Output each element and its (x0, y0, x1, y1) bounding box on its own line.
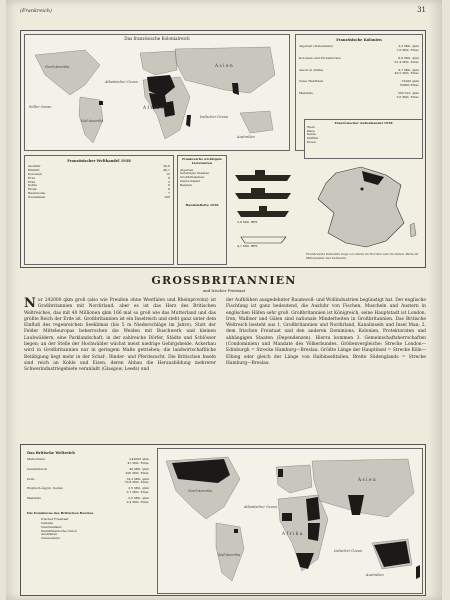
row-population: 47 Mill. Einw. (127, 461, 149, 466)
map-label-north-america: Nord-Amerika (45, 65, 70, 69)
colony-egypt-sudan (306, 497, 320, 521)
row-values (126, 468, 150, 476)
table-row (27, 468, 149, 476)
row-values (395, 69, 419, 77)
row-population: 40,5 Mill. Einw. (394, 71, 419, 76)
row-value: 30,6 (163, 164, 170, 169)
row-name: Kolonien und Protektorate (299, 56, 341, 60)
table-row (299, 92, 419, 100)
row-values (395, 57, 419, 65)
row-values (126, 487, 149, 495)
north-america-shape (35, 50, 100, 95)
list-item: Neufundland (41, 524, 62, 529)
list-item: Parfüm (307, 136, 319, 141)
list-item: Australien (41, 532, 58, 537)
ship-icon (235, 175, 291, 181)
row-name: Gesamtreich (27, 467, 47, 471)
row-name: Mandate (27, 495, 41, 500)
row-area: 2,5 Mill. qkm (128, 486, 149, 491)
asia-shape (312, 459, 414, 517)
british-stats-box (24, 448, 152, 594)
colony-guiana (99, 101, 103, 105)
row-population: 495 Mill. Einw. (125, 470, 149, 475)
ship-icon (237, 211, 289, 217)
row-values (396, 45, 419, 53)
row-name: Mandate (299, 90, 313, 95)
article-title: GROSSBRITANNIEN (151, 274, 297, 287)
row-area: 9,7 Mill. qkm (398, 67, 419, 72)
table-row (299, 45, 419, 53)
colonies-rows (299, 45, 419, 99)
table-row (27, 497, 149, 505)
row-name: Englisch-Ägypt. Sudan (27, 486, 63, 491)
row-population: 9,4 Mill. Einw. (126, 499, 149, 504)
list-item: Canada (41, 520, 53, 525)
row-area: 40 Mill. qkm (129, 467, 149, 471)
article-column-1 (24, 298, 216, 374)
row-area: 2,5 Mill. qkm (128, 495, 149, 500)
article-subtitle: und Irischer Freistaat (202, 288, 246, 293)
row-value: 8 (168, 187, 170, 192)
table-row (27, 458, 149, 466)
column-1-text: ur 242000 qkm groß (also wie Preußen ohne Westfalen und Rheinprovinz) ist Großbritannien mit Nordirland, aber es ist das Herz des Britischen Weltreiches, das mit 40 Millionen qkm 166 mal so groß wie das Mutterland und das größte Reich der Erde ist. Großbritannien ist ein Inselreich und steht ganz unter dem Einfluß des regenreichen Seeklimas (bis 5 m Niederschläge im Jahre). Statt der Felder Mitteleuropas beherrschen die Weiden mit Buschwerk und kleinen Laubwäldern, eine Parklandschaft, in der zahlreiche Dörfer, Städte und Schlösser liegen; an der Stelle der Hochwälder wächst meist niedrige Gebirgsheide. Ackerbau wird in Großbritannien nur in geringem Maße getrieben; die landwirtschaftliche Betätigung liegt mehr in der Schaf-, Rinder- und Pferdezucht. Die Britischen Inseln sind reich an Kohle und Eisen, deren Abbau die Herausbildung mehrerer Schwerindustriegebiete veranlaßt (Glasgow, Leeds) und (24, 298, 216, 373)
map-label-south-america: Süd-Amerika (81, 119, 104, 123)
row-name: Erze (28, 175, 36, 180)
british-panel (20, 444, 426, 596)
ships-svg (231, 155, 301, 251)
colonies-title: Französische Kolonien (336, 38, 382, 42)
list-item: Käse (307, 128, 315, 133)
row-values (127, 458, 149, 466)
row-value: 7 (168, 190, 170, 195)
row-name: Wolle (28, 187, 37, 192)
row-population: 5,7 Mill. Einw. (126, 489, 149, 494)
south-america-shape (216, 523, 244, 581)
row-area: 19,2 Mill. qkm (126, 476, 149, 481)
row-area: 12200 qkm (401, 79, 419, 84)
row-value: 12 (166, 172, 170, 176)
map-label-north-america: Nord-Amerika (188, 489, 213, 493)
colony-west-africa (282, 513, 292, 521)
british-stats-title: Das Britische Weltreich (27, 451, 75, 455)
row-name: Zusammen (28, 194, 46, 199)
australia-shape (240, 111, 273, 133)
list-item: Wein (307, 124, 315, 129)
table-row (27, 478, 149, 486)
map-title: Das französische Kolonialreich (124, 36, 190, 41)
row-area: 200 Tsd. qkm (397, 90, 419, 95)
drop-cap: N (24, 296, 36, 311)
french-foreign-trade (304, 119, 423, 159)
map-label-africa: Afrika (282, 531, 304, 536)
row-name: Ausfuhr (28, 164, 41, 169)
row-population: 61,4 Mill. Einw. (394, 59, 419, 64)
row-name: Einfuhr (28, 168, 40, 173)
suppliers-title: Frankreichs wichtigste Lieferanten (182, 157, 222, 165)
french-suppliers-box (177, 155, 227, 265)
list-item: Eisen (307, 139, 316, 144)
row-name: Holz (28, 179, 36, 184)
fleet-value: 2,9 Mill. BRT (237, 220, 258, 224)
page-number: 31 (417, 6, 426, 14)
row-area: 2,2 Mill. qkm (398, 44, 419, 49)
corsica-shape (410, 223, 416, 237)
row-values (125, 478, 149, 486)
map-label-indian-ocean: Indischer Ozean (334, 549, 363, 553)
table-row (28, 196, 170, 200)
trade-rows (28, 165, 170, 199)
list-item: Irischer Freistaat (41, 517, 69, 522)
table-row (299, 69, 419, 77)
map-label-atlantic: Atlantischer Ozean (105, 80, 138, 84)
row-population: 3,6 Mill. Einw. (396, 94, 419, 99)
ship-outline-icon (241, 237, 286, 243)
ships-illustration (231, 155, 301, 251)
fleet-title: Handelsflotte 1938 (185, 202, 219, 207)
map-label-indian-ocean: Indischer Ozean (200, 115, 229, 119)
row-values (400, 80, 419, 88)
map-label-australia: Australien (237, 135, 255, 139)
map-label-pacific: Stiller Ozean (29, 105, 52, 109)
supplier-rows (180, 169, 224, 188)
dominions-list (27, 518, 149, 541)
row-value: 100 (164, 194, 170, 199)
map-label-south-america: Süd-Amerika (218, 553, 241, 557)
row-value: 5 (168, 179, 170, 184)
table-row (299, 80, 419, 88)
dominion-uk (278, 469, 283, 477)
row-name: Baumwolle (28, 190, 46, 195)
colony-east-africa (308, 523, 320, 541)
list-item: Südafrikanische Union (41, 528, 77, 533)
row-name: Algerien (Nebenland) (299, 44, 333, 49)
row-population: 7,6 Mill. Einw. (396, 48, 419, 53)
europe-shape (140, 51, 177, 75)
row-area: 9,9 Mill. qkm (398, 56, 419, 60)
asia-shape (175, 47, 275, 93)
list-item: Neuseeland (41, 536, 60, 541)
map-label-africa: Afrika (143, 105, 165, 110)
list-item: Seide (307, 132, 316, 137)
row-name: Mutterland (27, 457, 45, 462)
france-panel (20, 30, 426, 268)
list-item: Deutschland (180, 178, 200, 183)
world-map-svg (25, 35, 290, 151)
france-svg (306, 163, 423, 253)
french-trade-table (24, 155, 174, 265)
france-map (306, 163, 423, 253)
foreign-rows (307, 126, 420, 145)
row-values (126, 497, 149, 505)
row-name: Kohle (28, 183, 37, 188)
fleet-value-2: 4,1 Mill. BRT (237, 244, 258, 248)
list-item: Belgien (180, 182, 192, 187)
france-caption: Frankreichs Industrie liegt vor allem im Norden und im Osten. Paris ist Mittelpunkt des Verkehrs. (306, 252, 419, 260)
row-value: 46,1 (163, 168, 170, 173)
british-empire-map (157, 448, 423, 594)
row-value: 6 (168, 183, 170, 188)
table-row (299, 57, 419, 65)
ship-icon (235, 193, 291, 199)
row-name: davon in Afrika (299, 67, 323, 72)
row-name: Dom. (27, 476, 36, 481)
list-item: Vereinigte Staaten (180, 171, 210, 176)
row-values (396, 92, 419, 100)
colony-indochina (232, 83, 239, 95)
colony-guiana (234, 529, 238, 533)
article-column-2 (226, 298, 426, 367)
list-item: Algerien (180, 167, 194, 172)
book-page (6, 0, 442, 600)
row-population: 50000 Einw. (399, 82, 419, 87)
row-name: Kolonien (28, 172, 42, 176)
row-name: Neue Hebriden (299, 79, 324, 84)
map-label-australia: Australien (366, 573, 384, 577)
row-value: 9 (168, 175, 170, 180)
map-label-asia: Asien (358, 477, 378, 482)
french-colonial-map (24, 34, 290, 151)
column-2-text: der Aufblühen ausgedehnter Baumwoll- und Wollindustrien begünstigt hat. Der englische Fischfang ist ganz bedeutend, die Ausfuhr von Fischen, Muscheln und Austern in englischen Häfen sehr groß. Großbritannien ist Königreich, seine Hauptstadt ist London. Iren, Walliser und Gälen sind nationale Minderheiten in Großbritannien. Das Britische Weltreich besteht aus 1. Großbritannien und Nordirland, Kanalinseln und Insel Man; 2. dem Irischen Freistaat und den anderen Dominions, Kolonien, Protektoraten und abhängigen Staaten (Dependenzen). Hierzu kommen 3. Gemeinschaftsherrschaften (Condominien) und Mandate des Völkerbundes. Größenvergleiche: Strecke London—Edinburgh = Strecke Hamburg—Breslau. Größte Länge der Hauptinsel = Strecke Köln—Elbing oder gleich der Länge von Halbinselitalien. Breite Südenglands = Strecke Hamburg—Breslau. (226, 298, 426, 366)
dominion-new-zealand (416, 565, 420, 579)
trade-title: Französischer Welthandel 1938 (67, 159, 131, 163)
dominion-australia (374, 541, 410, 567)
british-stats-rows (27, 458, 149, 504)
map-label-asia: Asien (215, 63, 235, 68)
row-population: 79,8 Mill. Einw. (124, 480, 149, 485)
paris-dot (361, 188, 364, 191)
dominions-title: Die Dominions des Britischen Reiches (27, 511, 94, 516)
colony-madagascar (186, 115, 191, 127)
foreign-trade-title: Französischer Außenhandel 1938 (334, 121, 393, 125)
list-item: Großbritannien (180, 175, 205, 180)
map-label-atlantic: Atlantischer Ozean (244, 505, 277, 509)
row-area: 242000 qkm (129, 457, 149, 462)
table-row (27, 487, 149, 495)
france-shape (318, 167, 404, 247)
running-header: (Frankreich) (20, 8, 52, 14)
